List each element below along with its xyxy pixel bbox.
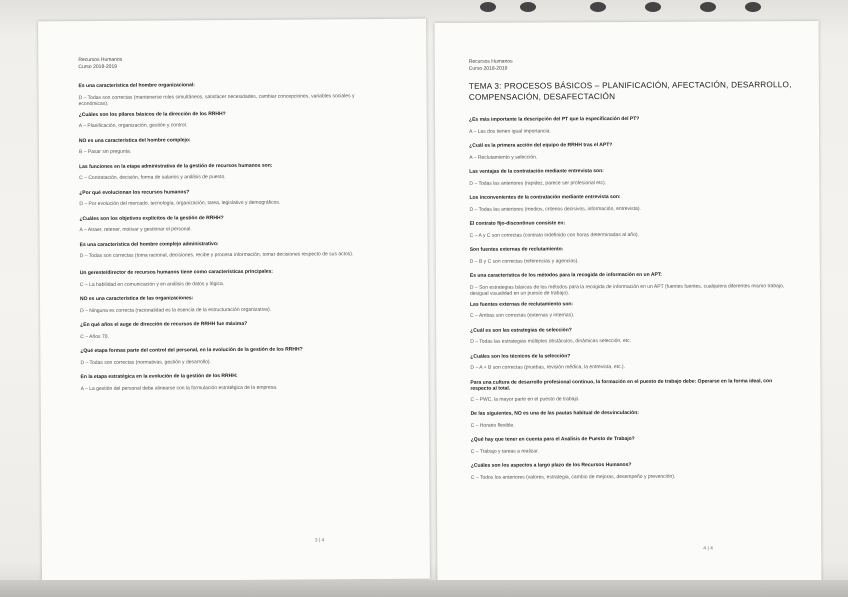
header-year: Curso 2018-2019: [468, 65, 508, 72]
answer-text: D – Todas las estrategias múltiples obstáculos, dinámicas selección, etc.: [470, 337, 632, 345]
answer-text: D – Ninguna es correcta (racionalidad es la esencia de la estructuración organizativa).: [80, 306, 272, 314]
question-text: ¿Cuáles son los técnicos de la selección?: [470, 352, 571, 360]
question-text: Para una cultura de desarrollo profesional continuo, la formación en el puesto de trabajo debe: Operarse en la forma ideal, con respecto al total.: [470, 377, 773, 392]
answer-text: A – Planificación, organización, gestión y control.: [78, 122, 188, 130]
answer-text: C – Años 70.: [80, 333, 109, 340]
ring-icon: [700, 2, 716, 12]
question-text: ¿Por qué evolucionan los recursos humanos?: [79, 188, 190, 196]
header-year: Curso 2018-2019: [78, 63, 118, 71]
answer-text: B – Pasar sin pregunta.: [78, 148, 132, 156]
section-title: TEMA 3: PROCESOS BÁSICOS – PLANIFICACIÓN, AFECTACIÓN, DESARROLLO, COMPENSACIÓN, DESAFECTACIÓN: [468, 80, 792, 102]
page-number: 4 | 4: [703, 545, 713, 552]
answer-text: A – Reclutamiento y selección.: [469, 153, 538, 161]
question-text: ¿Cuál es son las estrategias de selección?: [470, 326, 572, 334]
header-course: Recursos Humanos: [468, 58, 513, 65]
question-text: Las ventajas de la contratación mediante entrevista son:: [469, 168, 604, 175]
question-text: ¿Cuáles son los objetivos explícitos de la gestión de RRHH?: [79, 214, 224, 222]
left-page: [38, 19, 430, 582]
question-text: ¿En qué años el auge de dirección de recursos de RRHH fue máxima?: [80, 320, 248, 329]
question-text: Las funciones en la etapa administrativa de la gestión de recursos humanos son:: [79, 162, 273, 170]
page-header: [469, 59, 513, 73]
answer-text: A – Las dos tienen igual importancia.: [469, 127, 551, 135]
scan-bottom-edge: [0, 580, 848, 597]
question-text: ¿Cuáles son los aspectos a largo plazo de los Recursos Humanos?: [470, 461, 632, 469]
question-text: ¿Cuáles son los pilares básicos de la dirección de los RRHH?: [78, 110, 226, 118]
ring-icon: [645, 2, 661, 12]
answer-text: C – Contratación, decisión, forma de salarios y análisis de puesto.: [79, 174, 226, 182]
right-page: [435, 21, 822, 588]
question-text: NO es una característica de las organizaciones:: [79, 295, 194, 303]
answer-text: D – Todas las anteriores (rapidez, parece ser profesional etc).: [469, 179, 607, 187]
page-header: [78, 57, 122, 71]
ring-icon: [590, 2, 606, 12]
ring-icon: [480, 2, 496, 12]
question-text: Es una característica del hombre complejo administrativo:: [79, 240, 219, 248]
question-text: El contrato fijo-discontinuo consiste en:: [469, 220, 566, 227]
answer-text: C – Horario flexible.: [470, 422, 515, 429]
question-text: Es una característica del hombre organizacional:: [78, 82, 195, 90]
answer-text: D – Todas son correctas (toma racional, decisiones, recibe y procesa información, tomar decisiones respecto de sus actos).: [79, 251, 354, 260]
answer-text: C – Todos los anteriores (valores, estrategia, cambio de mejoras, desempeño y prevención).: [470, 473, 676, 481]
answer-text: C – A y C son correctas (contrato indefinido con horas determinadas al año).: [469, 231, 639, 239]
question-text: Son fuentes externas de reclutamiento:: [469, 246, 564, 253]
question-text: ¿Cuál es la primera acción del equipo de RRHH tras el APT?: [469, 142, 613, 149]
answer-text: C – La habilidad en comunicación y en análisis de datos y lógica.: [79, 280, 225, 288]
question-text: NO es una característica del hombre complejo:: [78, 136, 191, 144]
answer-text: D – Todas son correctas (mantenerse roles simultáneos, satisfacer necesidades, cambiar concepciones, variables sociales y económicas).: [78, 92, 355, 108]
ring-icon: [520, 2, 536, 12]
ring-icon: [745, 2, 761, 12]
page-number: 3 | 4: [314, 537, 325, 544]
answer-text: C – PWC, la mayor parte en el puesto de trabajo.: [470, 395, 580, 403]
answer-text: D – Son estrategias básicas de los métodos para la recogida de información en un APT (fuentes fuentes, cualquiera diferentes mismo trabajo, desigual visualidad en un puesto de trabajo).: [469, 282, 785, 297]
answer-text: C – Ambas son correctas (externas y internas).: [470, 312, 575, 319]
answer-text: D – Todas son correctas (normativas, gestión y desarrollo).: [80, 358, 211, 366]
answer-text: D – Todas las anteriores (medios, criterios decisivos, información, entrevista).: [469, 205, 641, 213]
question-text: ¿Qué etapa formas parte del control del personal, en la evolución de la gestión de los RRHH?: [80, 346, 303, 355]
answer-text: D – B y C son correctas (referencias y agencias).: [469, 257, 579, 265]
answer-text: A – La gestión del personal debe alinearse con la formulación estratégica de la empresa.: [80, 384, 278, 392]
binder-rings: [440, 0, 840, 16]
answer-text: C – Trabajo y tareas a realizar.: [470, 447, 539, 455]
question-text: En la etapa estratégica en la evolución de la gestión de los RRHH:: [80, 372, 238, 381]
question-text: De las siguientes, NO es una de las pautas habitual de desvinculación:: [470, 409, 639, 417]
question-text: ¿Qué hay que tener en cuenta para el Análisis de Puesto de Trabajo?: [470, 435, 635, 443]
answer-text: D – A + B son correctas (pruebas, revisión médica, la entrevista, etc.).: [470, 364, 625, 371]
question-text: Los inconvenientes de la contratación mediante entrevista son:: [469, 194, 621, 201]
question-text: Es una característica de los métodos para la recogida de información en un APT:: [469, 271, 662, 279]
header-course: Recursos Humanos: [78, 56, 123, 64]
answer-text: D – Por evolución del mercado, tecnología, organización, tarea, legislativo y demográficos.: [79, 199, 281, 208]
question-text: ¿Es más importante la descripción del PT que la especificación del PT?: [469, 115, 640, 123]
answer-text: A – Atraer, retener, motivar y gestionar el personal.: [79, 226, 192, 234]
question-text: Un gerente/director de recursos humanos tiene como características principales:: [79, 268, 273, 277]
question-text: Las fuentes externas de reclutamiento son:: [469, 300, 574, 308]
